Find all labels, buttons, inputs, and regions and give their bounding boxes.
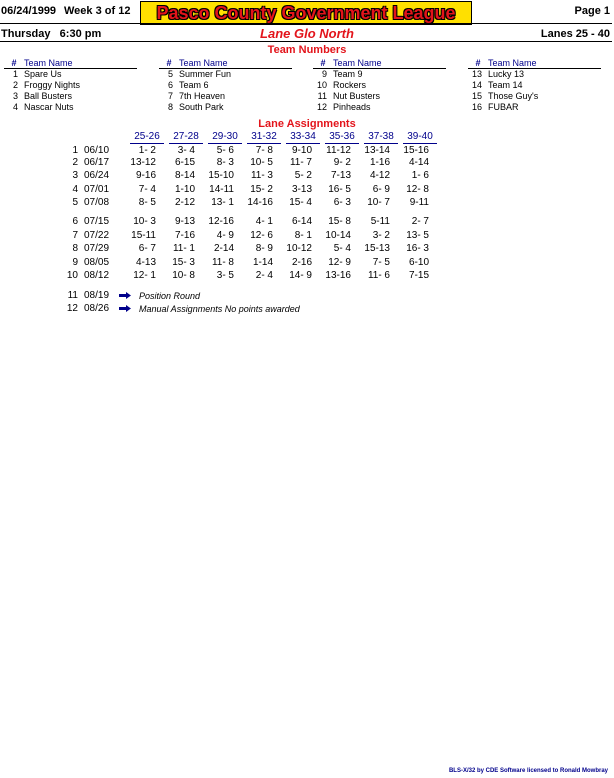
team-name: Those Guy's [488,91,539,101]
week-date: 08/05 [84,257,110,268]
special-week-row [0,290,614,302]
team-number: 15 [471,91,482,101]
team-row [159,91,292,102]
team-number: 10 [316,80,327,90]
week-date: 06/10 [84,145,110,156]
team-row [313,69,446,80]
team-number: 4 [12,102,18,112]
software-footer: BLS-X/32 by CDE Software licensed to Ronald Mowbray [448,768,608,774]
week-row [0,216,614,228]
week-number: 2 [72,157,78,168]
team-number-header: # [166,58,172,68]
team-name: Froggy Nights [24,80,81,90]
team-row [159,80,292,91]
week-row [0,243,614,255]
team-pairing: 9-16 [135,170,156,181]
team-name: South Park [179,102,224,112]
team-column [468,58,601,113]
league-title-banner [140,1,472,25]
team-pairing: 6-10 [408,257,429,268]
team-pairing: 6-15 [174,157,195,168]
team-pairing: 11- 7 [289,157,312,168]
team-row [313,91,446,102]
team-pairing: 11- 8 [211,257,234,268]
team-number: 9 [321,69,327,79]
lanes-range: Lanes 25 - 40 [540,28,610,40]
team-name-header: Team Name [24,58,73,68]
lane-pair-header: 39-40 [403,131,437,144]
team-pairing: 14-11 [209,184,234,195]
team-pairing: 16- 5 [328,184,351,195]
team-number: 11 [317,91,327,101]
team-number: 14 [471,80,482,90]
lane-assignments-title: Lane Assignments [258,118,356,130]
team-row [4,102,137,113]
team-pairing: 8- 9 [255,243,273,254]
team-name: Team 9 [333,69,363,79]
team-pairing: 15-10 [208,170,234,181]
team-pairing: 9-11 [409,197,429,208]
team-column-header [468,58,601,69]
week-number: 11 [67,290,78,301]
team-number: 3 [12,91,18,101]
team-pairing: 2-14 [213,243,234,254]
team-pairing: 3- 5 [216,270,234,281]
subheader-rule [0,41,612,42]
team-pairing: 8-14 [174,170,195,181]
week-number: 9 [72,257,78,268]
pointing-hand-icon [119,292,131,299]
week-number: 10 [66,270,78,281]
team-pairing: 10- 5 [250,157,273,168]
week-number: 1 [72,145,78,156]
team-row [159,69,292,80]
team-pairing: 1- 6 [411,170,429,181]
team-pairing: 14- 9 [289,270,312,281]
lane-pair-header: 33-34 [286,131,320,144]
team-pairing: 4- 1 [255,216,273,227]
team-name: Lucky 13 [488,69,525,79]
team-name: 7th Heaven [179,91,226,101]
team-pairing: 13-16 [325,270,351,281]
team-pairing: 15- 4 [289,197,312,208]
team-pairing: 11- 3 [250,170,273,181]
week-number: 4 [72,184,78,195]
team-number-header: # [320,58,326,68]
week-row [0,230,614,242]
week-date: 07/29 [84,243,110,254]
team-number: 13 [471,69,482,79]
team-pairing: 8- 3 [216,157,234,168]
lane-pair-header: 31-32 [247,131,281,144]
team-pairing: 6-14 [291,216,312,227]
team-pairing: 2- 4 [255,270,273,281]
team-pairing: 9-10 [291,145,312,156]
team-name: Team 6 [179,80,209,90]
week-date: 07/08 [84,197,110,208]
week-date: 08/26 [84,303,110,314]
team-name: Pinheads [333,102,371,112]
week-number: 8 [72,243,78,254]
team-column [313,58,446,113]
team-column [159,58,292,113]
team-pairing: 10-14 [325,230,351,241]
team-column-header [159,58,292,69]
team-pairing: 4-13 [135,257,156,268]
special-week-note: Position Round [139,291,201,301]
team-pairing: 3- 2 [372,230,390,241]
week-row [0,145,614,157]
week-date: 07/22 [84,230,110,241]
team-pairing: 15-16 [403,145,429,156]
lane-pair-header: 25-26 [130,131,164,144]
week-row [0,184,614,196]
team-pairing: 15-13 [364,243,390,254]
team-name: Ball Busters [24,91,73,101]
team-number: 1 [12,69,18,79]
team-number: 12 [316,102,327,112]
week-row [0,257,614,269]
day-time: Thursday 6:30 pm [1,28,102,40]
team-pairing: 4-12 [369,170,390,181]
week-row [0,270,614,282]
team-pairing: 15- 8 [328,216,351,227]
team-number: 16 [471,102,482,112]
week-number: 3 [72,170,78,181]
team-pairing: 4- 9 [216,230,234,241]
team-pairing: 8- 5 [138,197,156,208]
team-pairing: 2-16 [291,257,312,268]
week-number: 7 [72,230,78,241]
team-pairing: 12- 1 [133,270,156,281]
team-name: Team 14 [488,80,523,90]
team-column-header [4,58,137,69]
page-number: Page 1 [574,5,610,17]
team-row [313,80,446,91]
team-name-header: Team Name [488,58,537,68]
team-pairing: 5- 2 [294,170,312,181]
week-row [0,157,614,169]
week-date: 06/24 [84,170,110,181]
team-pairing: 3- 4 [177,145,195,156]
team-pairing: 14-16 [247,197,273,208]
team-pairing: 3-13 [291,184,312,195]
team-pairing: 7- 8 [255,145,273,156]
team-row [468,102,601,113]
lane-pair-header: 29-30 [208,131,242,144]
team-pairing: 6- 7 [138,243,156,254]
team-pairing: 12-16 [208,216,234,227]
team-pairing: 9- 2 [333,157,351,168]
team-pairing: 15- 2 [250,184,273,195]
team-pairing: 16- 3 [406,243,429,254]
team-row [4,69,137,80]
team-pairing: 12- 6 [250,230,273,241]
team-pairing: 7-16 [174,230,195,241]
team-row [4,80,137,91]
week-date: 07/15 [84,216,110,227]
team-pairing: 13- 5 [406,230,429,241]
week-number: 12 [66,303,78,314]
team-pairing: 1-10 [174,184,195,195]
team-name: Spare Us [24,69,62,79]
team-pairing: 6- 9 [372,184,390,195]
team-pairing: 6- 3 [333,197,351,208]
team-pairing: 15-11 [131,230,156,241]
week-number: 6 [72,216,78,227]
team-row [468,69,601,80]
team-pairing: 10- 8 [172,270,195,281]
special-week-note: Manual Assignments No points awarded [139,304,300,314]
team-column [4,58,137,113]
team-number: 2 [12,80,18,90]
team-name: Nut Busters [333,91,381,101]
team-pairing: 5- 6 [216,145,234,156]
team-pairing: 2-12 [174,197,195,208]
team-name-header: Team Name [179,58,228,68]
special-week-row [0,303,614,315]
team-pairing: 1- 2 [138,145,156,156]
week-date: 08/12 [84,270,110,281]
team-pairing: 5-11 [370,216,390,227]
pointing-hand-icon [119,305,131,312]
team-number-header: # [475,58,481,68]
team-name: Rockers [333,80,367,90]
team-number: 8 [167,102,173,112]
lane-pair-header: 35-36 [325,131,359,144]
team-row [468,91,601,102]
team-pairing: 13-12 [130,157,156,168]
week-row [0,170,614,182]
team-pairing: 11- 6 [367,270,390,281]
team-pairing: 7-15 [408,270,429,281]
lane-pair-header: 27-28 [169,131,203,144]
league-title: Pasco County Government League [156,3,456,23]
report-date: 06/24/1999 [1,5,57,17]
team-pairing: 1-16 [369,157,390,168]
team-pairing: 2- 7 [411,216,429,227]
team-pairing: 5- 4 [333,243,351,254]
team-name: Summer Fun [179,69,232,79]
team-row [468,80,601,91]
team-pairing: 10-12 [286,243,312,254]
team-pairing: 8- 1 [294,230,312,241]
team-number: 6 [167,80,173,90]
week-date: 07/01 [84,184,110,195]
team-pairing: 7- 4 [138,184,156,195]
week-number: 5 [72,197,78,208]
team-pairing: 7- 5 [372,257,390,268]
team-pairing: 12- 9 [328,257,351,268]
center-name: Lane Glo North [260,26,354,41]
team-row [313,102,446,113]
team-name: FUBAR [488,102,519,112]
team-numbers-title: Team Numbers [267,44,347,56]
team-column-header [313,58,446,69]
team-pairing: 15- 3 [172,257,195,268]
team-number: 5 [167,69,173,79]
team-number-header: # [11,58,17,68]
team-name: Nascar Nuts [24,102,74,112]
team-pairing: 4-14 [408,157,429,168]
team-pairing: 13- 1 [211,197,234,208]
week-row [0,197,614,209]
header-rule [0,23,612,24]
team-pairing: 10- 3 [133,216,156,227]
team-pairing: 12- 8 [406,184,429,195]
team-pairing: 7-13 [330,170,351,181]
team-row [4,91,137,102]
team-pairing: 10- 7 [367,197,390,208]
team-number: 7 [167,91,173,101]
lane-pair-header: 37-38 [364,131,398,144]
team-pairing: 1-14 [252,257,273,268]
team-row [159,102,292,113]
team-pairing: 9-13 [174,216,195,227]
week-date: 06/17 [84,157,110,168]
week-label: Week 3 of 12 [64,5,131,17]
team-name-header: Team Name [333,58,382,68]
team-pairing: 11- 1 [172,243,195,254]
week-date: 08/19 [84,290,110,301]
team-pairing: 13-14 [364,145,390,156]
team-pairing: 11-12 [326,145,351,156]
